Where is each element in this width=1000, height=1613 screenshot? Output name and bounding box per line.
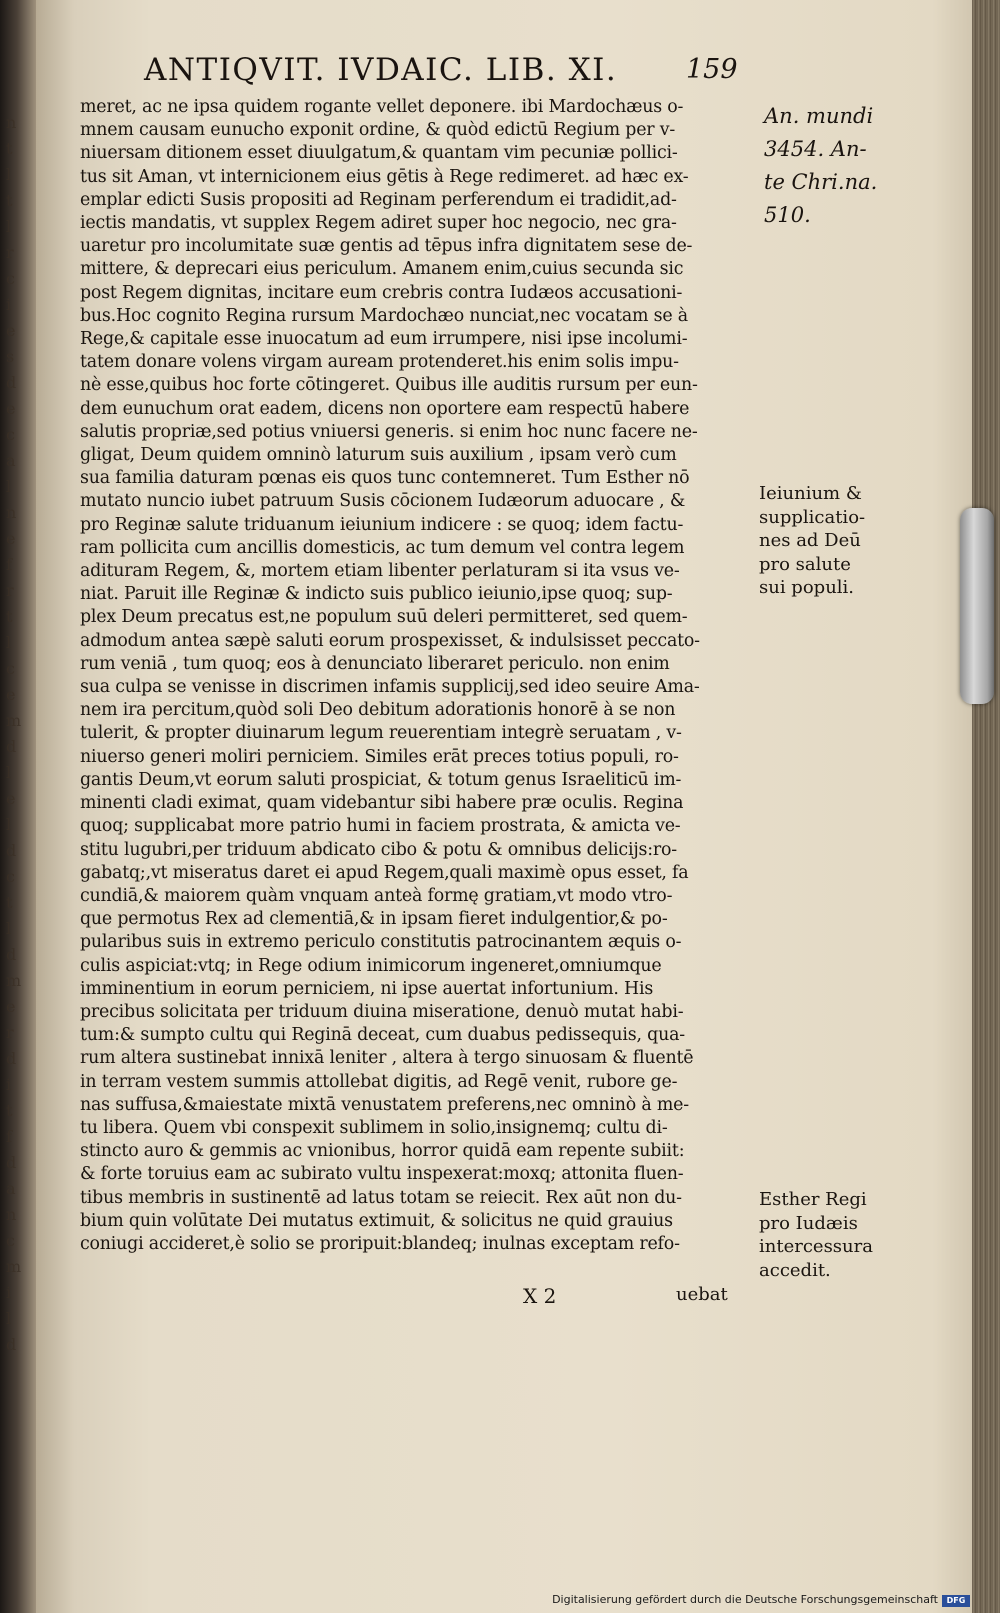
text-line: nas suffusa,&maiestate mixtā venustatem preferens,nec omninò à me-	[80, 1094, 689, 1115]
text-line: tatem donare volens virgam auream protenderet.his enim solis impu-	[80, 352, 679, 373]
text-line: cundiā,& maiorem quàm vnquam anteà formę gratiam,vt modo vtro-	[80, 885, 673, 906]
main-text-block	[80, 96, 760, 1256]
text-line: uaretur pro incolumitate suæ gentis ad tēpus infra dignitatem sese de-	[80, 236, 693, 257]
text-line: tum:& sumpto cultu qui Reginā deceat, cum duabus pedissequis, qua-	[80, 1025, 685, 1046]
text-line: adituram Regem, &, mortem etiam libenter perlaturam si ita vsus ve-	[80, 561, 680, 582]
text-line: bium quin volūtate Dei mutatus extimuit, & solicitus ne quid grauius	[80, 1210, 673, 1231]
text-line: minenti cladi eximat, quam videbantur sibi habere præ oculis. Regina	[80, 793, 684, 814]
text-line: admodum antea sæpè saluti eorum prospexisset, & indulsisset peccato-	[80, 630, 700, 651]
marginal-note-year: An. mundi 3454. An- te Chri.na. 510.	[764, 104, 878, 227]
text-line: & forte toruius eam ac subirato vultu inspexerat:moxq; attonita fluen-	[80, 1164, 684, 1185]
text-line: rum veniā , tum quoq; eos à denunciato liberaret periculo. non enim	[80, 653, 670, 674]
page-fore-edge	[972, 0, 1000, 1613]
text-line: pro Reginæ salute triduanum ieiunium indicere : se quoq; idem factu-	[80, 514, 684, 535]
text-line: Rege,& capitale esse inuocatum ad eum irrumpere, nisi ipse incolumi-	[80, 329, 688, 350]
facing-page-edge-text: n t l t l r c i e s d e c a l n e f r t l c e m d l e l d c t l d m e r d i t f d a n c m i l d	[6, 113, 22, 1350]
text-line: tulerit, & propter diuinarum legum reuerentiam integrè seruatam , v-	[80, 723, 682, 744]
text-line: mutato nuncio iubet patruum Susis cōcionem Iudæorum aduocare , &	[80, 491, 686, 512]
text-line: nè esse,quibus hoc forte cōtingeret. Quibus ille auditis rursum per eun-	[80, 375, 698, 396]
catchword: uebat	[676, 1284, 728, 1305]
text-line: gantis Deum,vt eorum saluti prospiciat, & totum genus Israeliticū im-	[80, 769, 682, 790]
digitization-credit: Digitalisierung gefördert durch die Deutsche Forschungsgemeinschaft	[552, 1593, 938, 1606]
text-line: niuersam ditionem esset diuulgatum,& quantam vim pecuniæ pollici-	[80, 143, 678, 164]
dfg-logo: DFG	[942, 1595, 970, 1607]
marginal-note-esther: Esther Regi pro Iudæis intercessura accedit.	[759, 1189, 873, 1281]
signature-mark: X 2	[523, 1284, 557, 1308]
text-line: nem ira percitum,quòd soli Deo debitum adorationis honorē à se non	[80, 700, 676, 721]
text-line: sua culpa se venisse in discrimen infamis supplicij,sed ideo seuire Ama-	[80, 677, 700, 698]
text-line: stitu lugubri,per triduum abdicato cibo & potu & omnibus delicijs:ro-	[80, 839, 677, 860]
text-line: coniugi accideret,è solio se proripuit:blandeq; inulnas exceptam refo-	[80, 1233, 680, 1254]
binding-gutter	[0, 0, 38, 1613]
text-line: bus.Hoc cognito Regina rursum Mardochæo nunciat,nec vocatam se à	[80, 305, 688, 326]
book-clip	[960, 508, 994, 704]
text-line: que permotus Rex ad clementiā,& in ipsam fieret indulgentior,& po-	[80, 909, 668, 930]
text-line: emplar edicti Susis propositi ad Reginam perferendum ei tradidit,ad-	[80, 189, 677, 210]
text-line: quoq; supplicabat more patrio humi in faciem prostrata, & amicta ve-	[80, 816, 681, 837]
text-line: plex Deum precatus est,ne populum suū deleri permitteret, sed quem-	[80, 607, 688, 628]
text-line: niat. Paruit ille Reginæ & indicto suis publico ieiunio,ipse quoq; sup-	[80, 584, 673, 605]
text-line: rum altera sustinebat innixā leniter , altera à tergo sinuosam & fluentē	[80, 1048, 694, 1069]
text-line: stincto auro & gemmis ac vnionibus, horror quidā eam repente subiit:	[80, 1141, 685, 1162]
marginal-note-fasting: Ieiunium & supplicatio- nes ad Deū pro salute sui populi.	[759, 483, 866, 598]
text-line: pularibus suis in extremo periculo constitutis patrocinantem æquis o-	[80, 932, 682, 953]
text-line: gabatq;,vt miseratus daret ei apud Regem,quali maximè opus esset, fa	[80, 862, 689, 883]
text-line: tibus membris in sustinentē ad latus totam se reiecit. Rex aūt non du-	[80, 1187, 682, 1208]
text-line: tu libera. Quem vbi conspexit sublimem in solio,insignemq; cultu di-	[80, 1117, 668, 1138]
text-line: culis aspiciat:vtq; in Rege odium inimicorum ingeneret,omniumque	[80, 955, 662, 976]
text-line: post Regem dignitas, incitare eum crebris contra Iudæos accusationi-	[80, 282, 683, 303]
text-line: meret, ac ne ipsa quidem rogante vellet deponere. ibi Mardochæus o-	[80, 97, 684, 117]
text-line: precibus solicitata per triduum diuina miseratione, denuò mutat habi-	[80, 1001, 684, 1022]
text-line: iectis mandatis, vt supplex Regem adiret super hoc negocio, nec gra-	[80, 213, 677, 234]
text-line: dem eunuchum orat eadem, dicens non oportere eam respectū habere	[80, 398, 690, 419]
text-line: ram pollicita cum ancillis domesticis, ac tum demum vel contra legem	[80, 537, 685, 558]
book-page	[36, 0, 990, 1613]
text-line: in terram vestem summis attollebat digitis, ad Regē venit, rubore ge-	[80, 1071, 678, 1092]
running-title: ANTIQVIT. IVDAIC. LIB. XI.	[144, 52, 618, 88]
text-line: mittere, & deprecari eius periculum. Amanem enim,cuius secunda sic	[80, 259, 684, 280]
text-line: mnem causam eunucho exponit ordine, & quòd edictū Regium per v-	[80, 120, 676, 141]
text-line: salutis propriæ,sed potius vniuersi generis. si enim hoc nunc facere ne-	[80, 421, 698, 442]
text-line: imminentium in eorum perniciem, ni ipse auertat infortunium. His	[80, 978, 654, 999]
text-line: gligat, Deum quidem omninò laturum suis auxilium , ipsam verò cum	[80, 445, 677, 466]
text-line: tus sit Aman, vt internicionem eius gētis à Rege redimeret. ad hæc ex-	[80, 166, 689, 187]
page-number: 159	[686, 54, 738, 85]
text-line: niuerso generi moliri perniciem. Similes erāt preces totius populi, ro-	[80, 746, 679, 767]
text-line: sua familia daturam pœnas eis quos tunc contemneret. Tum Esther nō	[80, 468, 690, 489]
